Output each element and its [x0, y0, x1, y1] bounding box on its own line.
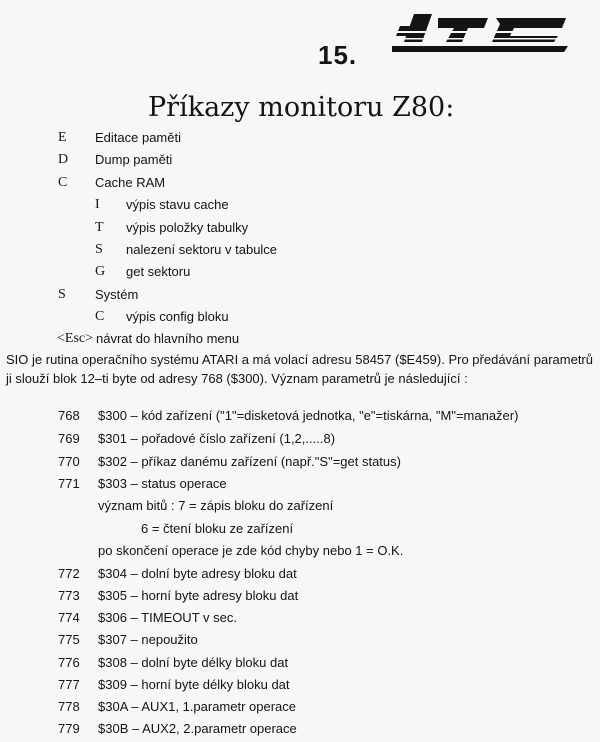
parameter-description: po skončení operace je zde kód chyby nebo 1 = O.K.	[98, 543, 404, 558]
parameter-description: 6 = čtení bloku ze zařízení	[141, 521, 294, 536]
menu-key: C	[58, 175, 68, 190]
parameter-address-dec: 775	[58, 632, 80, 647]
menu-key: C	[95, 309, 105, 324]
page-title: Příkazy monitoru Z80:	[148, 92, 455, 123]
sio-paragraph: SIO je rutina operačního systému ATARI a má volací adresu 58457 ($E459). Pro předávání parametrů ji slouží blok 12–ti byte od adresy 768 ($300). Význam parametrů je následující :	[6, 352, 593, 386]
parameter-description: $305 – horní byte adresy bloku dat	[98, 588, 299, 603]
parameter-address-dec: 768	[58, 408, 80, 423]
parameter-description: $30A – AUX1, 1.parametr operace	[98, 699, 297, 714]
menu-label: výpis položky tabulky	[126, 220, 249, 235]
menu-key: S	[58, 287, 66, 302]
parameter-description: $306 – TIMEOUT v sec.	[98, 610, 237, 625]
parameter-description: $30B – AUX2, 2.parametr operace	[98, 721, 297, 736]
parameter-address-dec: 778	[58, 699, 80, 714]
parameter-description: význam bitů : 7 = zápis bloku do zařízení	[98, 498, 334, 513]
menu-label: Cache RAM	[95, 175, 166, 190]
parameter-address-dec: 774	[58, 610, 80, 625]
menu-label: Editace paměti	[95, 130, 181, 145]
parameter-description: $301 – pořadové číslo zařízení (1,2,.....8)	[98, 431, 336, 446]
menu-key: D	[58, 152, 69, 167]
menu-key: S	[95, 242, 103, 257]
parameter-description: $302 – příkaz danému zařízení (např."S"=get status)	[98, 454, 401, 469]
menu-label: výpis stavu cache	[126, 197, 229, 212]
menu-key: T	[95, 220, 104, 235]
parameter-description: $304 – dolní byte adresy bloku dat	[98, 566, 297, 581]
parameter-description: $300 – kód zařízení ("1"=disketová jednotka, "e"=tiskárna, "M"=manažer)	[98, 408, 519, 423]
menu-key: E	[58, 130, 67, 145]
parameter-description: $303 – status operace	[98, 476, 227, 491]
menu-label: návrat do hlavního menu	[96, 331, 240, 346]
parameter-address-dec: 770	[58, 454, 80, 469]
menu-label: nalezení sektoru v tabulce	[126, 242, 278, 257]
parameter-address-dec: 771	[58, 476, 80, 491]
menu-label: výpis config bloku	[126, 309, 229, 324]
menu-key: I	[95, 197, 100, 212]
parameter-description: $308 – dolní byte délky bloku dat	[98, 655, 289, 670]
parameter-description: $309 – horní byte délky bloku dat	[98, 677, 290, 692]
parameter-address-dec: 776	[58, 655, 80, 670]
parameter-address-dec: 772	[58, 566, 80, 581]
menu-key: <Esc>	[57, 331, 94, 346]
menu-key: G	[95, 264, 106, 279]
parameter-address-dec: 779	[58, 721, 80, 736]
page-number: 15.	[318, 40, 358, 70]
parameter-description: $307 – nepoužito	[98, 632, 198, 647]
parameter-address-dec: 777	[58, 677, 80, 692]
jrc-logo	[392, 12, 570, 54]
parameter-address-dec: 773	[58, 588, 80, 603]
menu-label: Systém	[95, 287, 139, 302]
menu-label: get sektoru	[126, 264, 191, 279]
menu-label: Dump paměti	[95, 152, 173, 167]
parameter-address-dec: 769	[58, 431, 80, 446]
